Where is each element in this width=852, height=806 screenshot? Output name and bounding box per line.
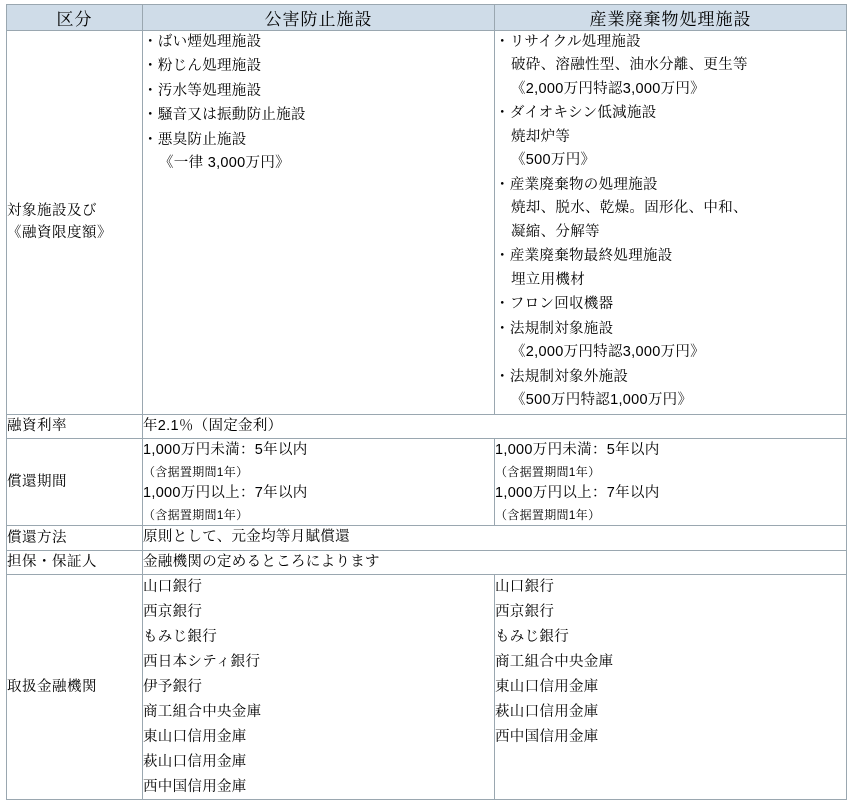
row-label-repayment-period: 償還期間 <box>7 439 143 526</box>
list-item: 商工組合中央金庫 <box>495 653 614 670</box>
subsidy-conditions-table <box>6 4 847 800</box>
list-item: ・ リサイクル処理施設 破砕、溶融性型、油水分離、更生等 《2,000万円特認3,000万円》 <box>495 31 846 101</box>
repayment-line: 1,000万円以上：7年以内 （含据置期間1年） <box>143 485 308 522</box>
bank-list-pollution <box>143 575 494 799</box>
list-item: 山口銀行 <box>495 579 555 596</box>
cell-pollution-facilities <box>143 31 495 415</box>
repayment-line: 1,000万円未満：5年以内 （含据置期間1年） <box>143 442 308 479</box>
table-body <box>7 31 847 800</box>
list-item: ・ 騒音又は振動防止施設 <box>143 104 494 127</box>
document-sheet <box>0 4 852 806</box>
bank-list-waste <box>495 575 846 750</box>
repayment-line: 1,000万円未満：5年以内 （含据置期間1年） <box>495 442 660 479</box>
cell-waste-facilities <box>495 31 847 415</box>
header-category: 区分 <box>7 5 143 31</box>
list-item: ・ 悪臭防止施設 《一律 3,000万円》 <box>143 129 494 176</box>
table-row <box>7 550 847 574</box>
list-item: ・ ダイオキシン低減施設 焼却炉等 《500万円》 <box>495 102 846 172</box>
table-header <box>7 5 847 31</box>
repayment-line: 1,000万円以上：7年以内 （含据置期間1年） <box>495 485 660 522</box>
table-row <box>7 575 847 800</box>
list-item: ・ 産業廃棄物最終処理施設 埋立用機材 <box>495 245 846 292</box>
list-item: 商工組合中央金庫 <box>143 703 262 720</box>
table-row <box>7 526 847 550</box>
cell-collateral-guarantor: 金融機関の定めるところによります <box>143 550 847 574</box>
table-row <box>7 414 847 438</box>
row-label-financial-institutions: 取扱金融機関 <box>7 575 143 800</box>
list-item: ・ 産業廃棄物の処理施設 焼却、脱水、乾燥。固形化、中和、 凝縮、分解等 <box>495 174 846 244</box>
row-label-repayment-method: 償還方法 <box>7 526 143 550</box>
row-label-interest-rate: 融資利率 <box>7 414 143 438</box>
list-item: 東山口信用金庫 <box>495 678 599 695</box>
list-item: ・ 粉じん処理施設 <box>143 55 494 78</box>
list-item: ・ フロン回収機器 <box>495 293 846 316</box>
cell-repayment-method: 原則として、元金均等月賦償還 <box>143 526 847 550</box>
list-item: 西日本シティ銀行 <box>143 653 261 670</box>
list-item: 山口銀行 <box>143 579 203 596</box>
table-row <box>7 439 847 526</box>
list-item: もみじ銀行 <box>143 628 217 645</box>
list-item: もみじ銀行 <box>495 628 569 645</box>
list-item: 西京銀行 <box>495 603 555 620</box>
list-item: 西京銀行 <box>143 603 203 620</box>
row-label-collateral-guarantor: 担保・保証人 <box>7 550 143 574</box>
list-item: 萩山口信用金庫 <box>495 703 599 720</box>
cell-interest-rate: 年2.1％（固定金利） <box>143 414 847 438</box>
row-label-line1: 対象施設及び <box>7 202 97 219</box>
list-item: ・ 汚水等処理施設 <box>143 80 494 103</box>
list-item: ・ 法規制対象施設 《2,000万円特認3,000万円》 <box>495 318 846 365</box>
row-label-line2: 《融資限度額》 <box>7 225 112 242</box>
cell-repayment-period-waste <box>495 439 847 526</box>
table-row <box>7 31 847 415</box>
header-pollution-facility: 公害防止施設 <box>143 5 495 31</box>
waste-facility-list <box>495 31 846 413</box>
cell-banks-pollution <box>143 575 495 800</box>
list-item: 東山口信用金庫 <box>143 728 247 745</box>
table-header-row <box>7 5 847 31</box>
list-item: 西中国信用金庫 <box>143 778 247 795</box>
cell-repayment-period-pollution <box>143 439 495 526</box>
cell-banks-waste <box>495 575 847 800</box>
list-item: 伊予銀行 <box>143 678 203 695</box>
list-item: ・ 法規制対象外施設 《500万円特認1,000万円》 <box>495 366 846 413</box>
list-item: 萩山口信用金庫 <box>143 753 247 770</box>
list-item: 西中国信用金庫 <box>495 728 599 745</box>
list-item: ・ ばい煙処理施設 <box>143 31 494 54</box>
header-waste-facility: 産業廃棄物処理施設 <box>495 5 847 31</box>
row-label-target-facilities <box>7 31 143 415</box>
pollution-facility-list <box>143 31 494 176</box>
